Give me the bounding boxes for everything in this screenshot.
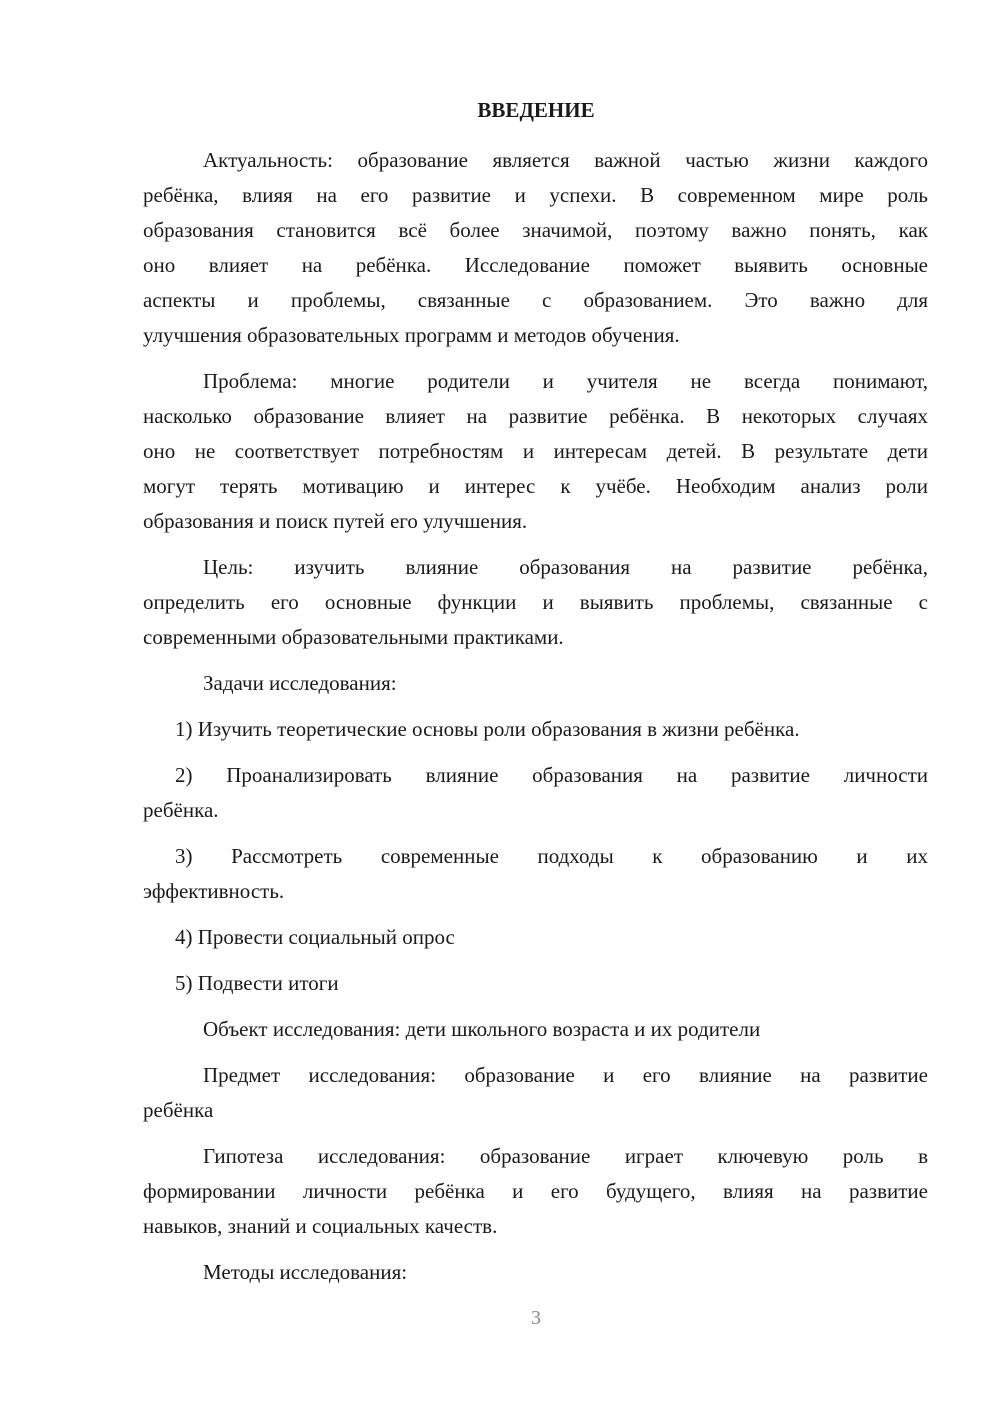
section-title: ВВЕДЕНИЕ bbox=[477, 98, 595, 122]
text-line: 4) Провести социальный опрос bbox=[175, 925, 455, 949]
list-item bbox=[143, 920, 928, 955]
text-line: оно не соответствует потребностям и интересам детей. В результате дети bbox=[143, 439, 928, 463]
text-line: улучшения образовательных программ и методов обучения. bbox=[143, 323, 680, 347]
paragraph bbox=[143, 143, 928, 353]
paragraph bbox=[143, 666, 928, 701]
text-line: Гипотеза исследования: образование играет ключевую роль в bbox=[203, 1144, 928, 1168]
text-line: эффективность. bbox=[143, 879, 285, 903]
text-line: 2) Проанализировать влияние образования на развитие личности bbox=[175, 763, 928, 787]
text-line: аспекты и проблемы, связанные с образованием. Это важно для bbox=[143, 288, 928, 312]
paragraph bbox=[143, 364, 928, 539]
text-line: определить его основные функции и выявить проблемы, связанные с bbox=[143, 590, 928, 614]
paragraph bbox=[143, 1139, 928, 1244]
page-number: 3 bbox=[531, 1307, 541, 1329]
text-line: насколько образование влияет на развитие ребёнка. В некоторых случаях bbox=[143, 404, 928, 428]
text-line: образования становится всё более значимой, поэтому важно понять, как bbox=[143, 218, 928, 242]
text-line: 3) Рассмотреть современные подходы к образованию и их bbox=[175, 844, 928, 868]
text-line: Предмет исследования: образование и его влияние на развитие bbox=[203, 1063, 928, 1087]
text-line: формировании личности ребёнка и его будущего, влияя на развитие bbox=[143, 1179, 928, 1203]
paragraph bbox=[143, 1255, 928, 1290]
list-item bbox=[143, 758, 928, 828]
text-line: 5) Подвести итоги bbox=[175, 971, 339, 995]
list-item bbox=[143, 966, 928, 1001]
text-line: оно влияет на ребёнка. Исследование поможет выявить основные bbox=[143, 253, 928, 277]
text-line: 1) Изучить теоретические основы роли образования в жизни ребёнка. bbox=[175, 717, 800, 741]
text-line: ребёнка, влияя на его развитие и успехи. В современном мире роль bbox=[143, 183, 928, 207]
text-line: образования и поиск путей его улучшения. bbox=[143, 509, 528, 533]
document-body bbox=[143, 143, 928, 1301]
text-line: Проблема: многие родители и учителя не всегда понимают, bbox=[203, 369, 928, 393]
text-line: ребёнка. bbox=[143, 798, 219, 822]
text-line: Задачи исследования: bbox=[203, 671, 397, 695]
text-line: ребёнка bbox=[143, 1098, 214, 1122]
paragraph bbox=[143, 1058, 928, 1128]
text-line: могут терять мотивацию и интерес к учёбе. Необходим анализ роли bbox=[143, 474, 928, 498]
list-item bbox=[143, 712, 928, 747]
paragraph bbox=[143, 550, 928, 655]
text-line: Цель: изучить влияние образования на развитие ребёнка, bbox=[203, 555, 928, 579]
text-line: навыков, знаний и социальных качеств. bbox=[143, 1214, 498, 1238]
text-line: Актуальность: образование является важной частью жизни каждого bbox=[203, 148, 928, 172]
text-line: Методы исследования: bbox=[203, 1260, 408, 1284]
text-line: современными образовательными практиками. bbox=[143, 625, 564, 649]
paragraph bbox=[143, 1012, 928, 1047]
list-item bbox=[143, 839, 928, 909]
text-line: Объект исследования: дети школьного возраста и их родители bbox=[203, 1017, 761, 1041]
